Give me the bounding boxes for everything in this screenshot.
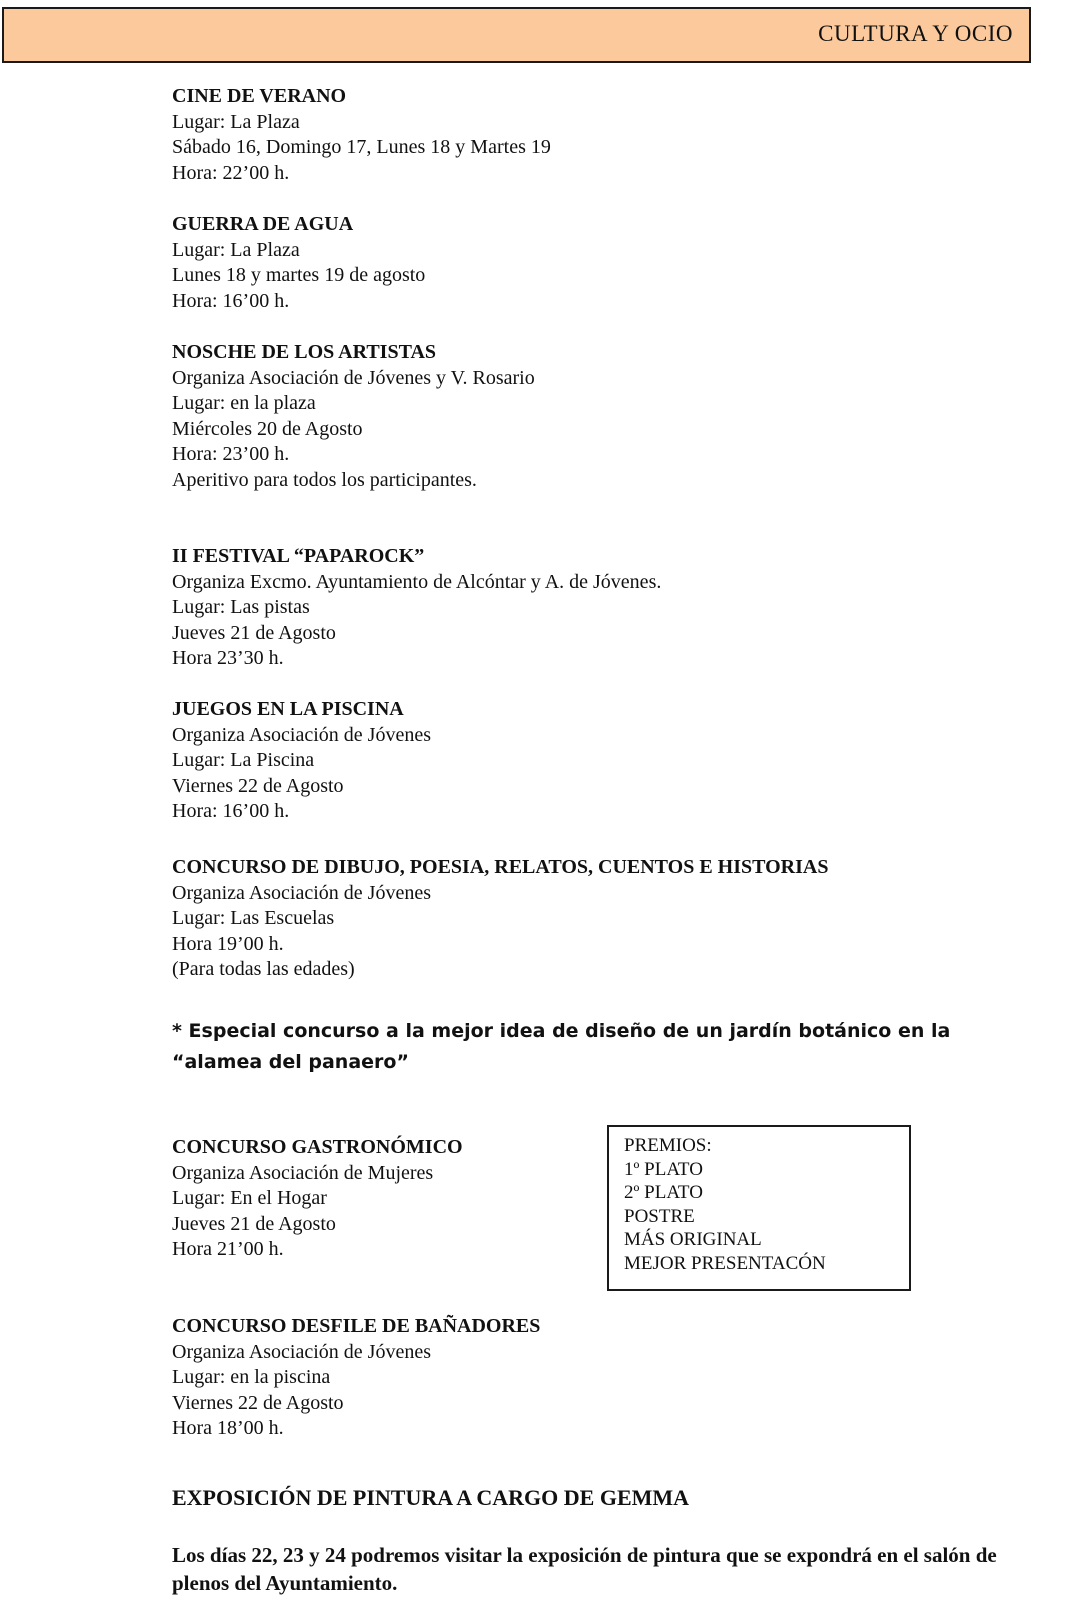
event-line: Hora: 22’00 h. (172, 161, 290, 184)
event-juegos-en-la-piscina (172, 697, 431, 825)
event-line: Lugar: Las Escuelas (172, 907, 335, 929)
exhibition-title: EXPOSICIÓN DE PINTURA A CARGO DE GEMMA (172, 1485, 690, 1510)
event-festival-paparock (172, 544, 661, 672)
event-line: Viernes 22 de Agosto (172, 1391, 344, 1414)
event-line: Hora: 16’00 h. (172, 289, 290, 312)
event-line: Aperitivo para todos los participantes. (172, 468, 477, 491)
special-contest-note: * Especial concurso a la mejor idea de diseño de un jardín botánico en la “alamea del panaero” (172, 1020, 951, 1073)
event-line: Lugar: La Plaza (172, 110, 300, 133)
event-line: Lugar: en la piscina (172, 1366, 331, 1388)
event-line: Hora 19’00 h. (172, 932, 284, 955)
event-noche-de-los-artistas (172, 340, 535, 493)
event-line: Jueves 21 de Agosto (172, 1212, 336, 1235)
event-line: Organiza Excmo. Ayuntamiento de Alcóntar y A. de Jóvenes. (172, 570, 662, 593)
event-title: CONCURSO GASTRONÓMICO (172, 1136, 463, 1158)
prize-item: 1º PLATO (624, 1158, 703, 1180)
event-concurso-gastronomico (172, 1135, 463, 1263)
event-title: CONCURSO DESFILE DE BAÑADORES (172, 1315, 541, 1337)
event-line: Lugar: En el Hogar (172, 1187, 327, 1209)
prize-item: POSTRE (624, 1205, 695, 1227)
event-title: JUEGOS EN LA PISCINA (172, 698, 404, 720)
event-line: Hora 18’00 h. (172, 1417, 284, 1439)
event-line: Organiza Asociación de Jóvenes y V. Rosario (172, 366, 535, 389)
event-title: NOSCHE DE LOS ARTISTAS (172, 341, 437, 363)
event-title: GUERRA DE AGUA (172, 213, 354, 235)
event-line: Hora: 16’00 h. (172, 800, 290, 822)
event-line: Sábado 16, Domingo 17, Lunes 18 y Martes 19 (172, 136, 551, 158)
event-line: Organiza Asociación de Jóvenes (172, 723, 431, 746)
event-line: Lugar: La Plaza (172, 238, 300, 261)
prize-item: MÁS ORIGINAL (624, 1229, 762, 1250)
event-line: Jueves 21 de Agosto (172, 621, 336, 644)
prize-item: 2º PLATO (624, 1182, 703, 1203)
event-line: Organiza Asociación de Mujeres (172, 1161, 434, 1184)
event-line: Hora: 23’00 h. (172, 443, 290, 465)
event-title: CONCURSO DE DIBUJO, POESIA, RELATOS, CUENTOS E HISTORIAS (172, 856, 829, 878)
event-line: Hora 21’00 h. (172, 1238, 284, 1260)
section-header-bar (2, 7, 1031, 63)
prizes-heading: PREMIOS: (624, 1135, 712, 1156)
event-title: CINE DE VERANO (172, 85, 347, 107)
event-line: Hora 23’30 h. (172, 647, 284, 669)
event-concurso-de-dibujo (172, 855, 828, 983)
event-line: Lugar: La Piscina (172, 749, 315, 771)
event-line: Viernes 22 de Agosto (172, 774, 344, 797)
event-desfile-de-banadores (172, 1314, 540, 1442)
event-line: Lugar: en la plaza (172, 392, 316, 414)
prizes-box (607, 1125, 911, 1291)
event-line: Lugar: Las pistas (172, 596, 310, 618)
event-line: Organiza Asociación de Jóvenes (172, 881, 431, 904)
event-guerra-de-agua (172, 212, 425, 314)
event-line: Lunes 18 y martes 19 de agosto (172, 264, 426, 286)
event-line: Organiza Asociación de Jóvenes (172, 1340, 431, 1363)
event-line: Miércoles 20 de Agosto (172, 417, 363, 440)
section-title: CULTURA Y OCIO (818, 21, 1013, 46)
prize-item: MEJOR PRESENTACÓN (624, 1252, 826, 1274)
exhibition-text: Los días 22, 23 y 24 podremos visitar la exposición de pintura que se expondrá en el salón de plenos del Ayuntamiento. (172, 1543, 997, 1595)
event-title: II FESTIVAL “PAPAROCK” (172, 545, 425, 567)
event-line: (Para todas las edades) (172, 958, 355, 980)
event-cine-de-verano (172, 84, 551, 186)
